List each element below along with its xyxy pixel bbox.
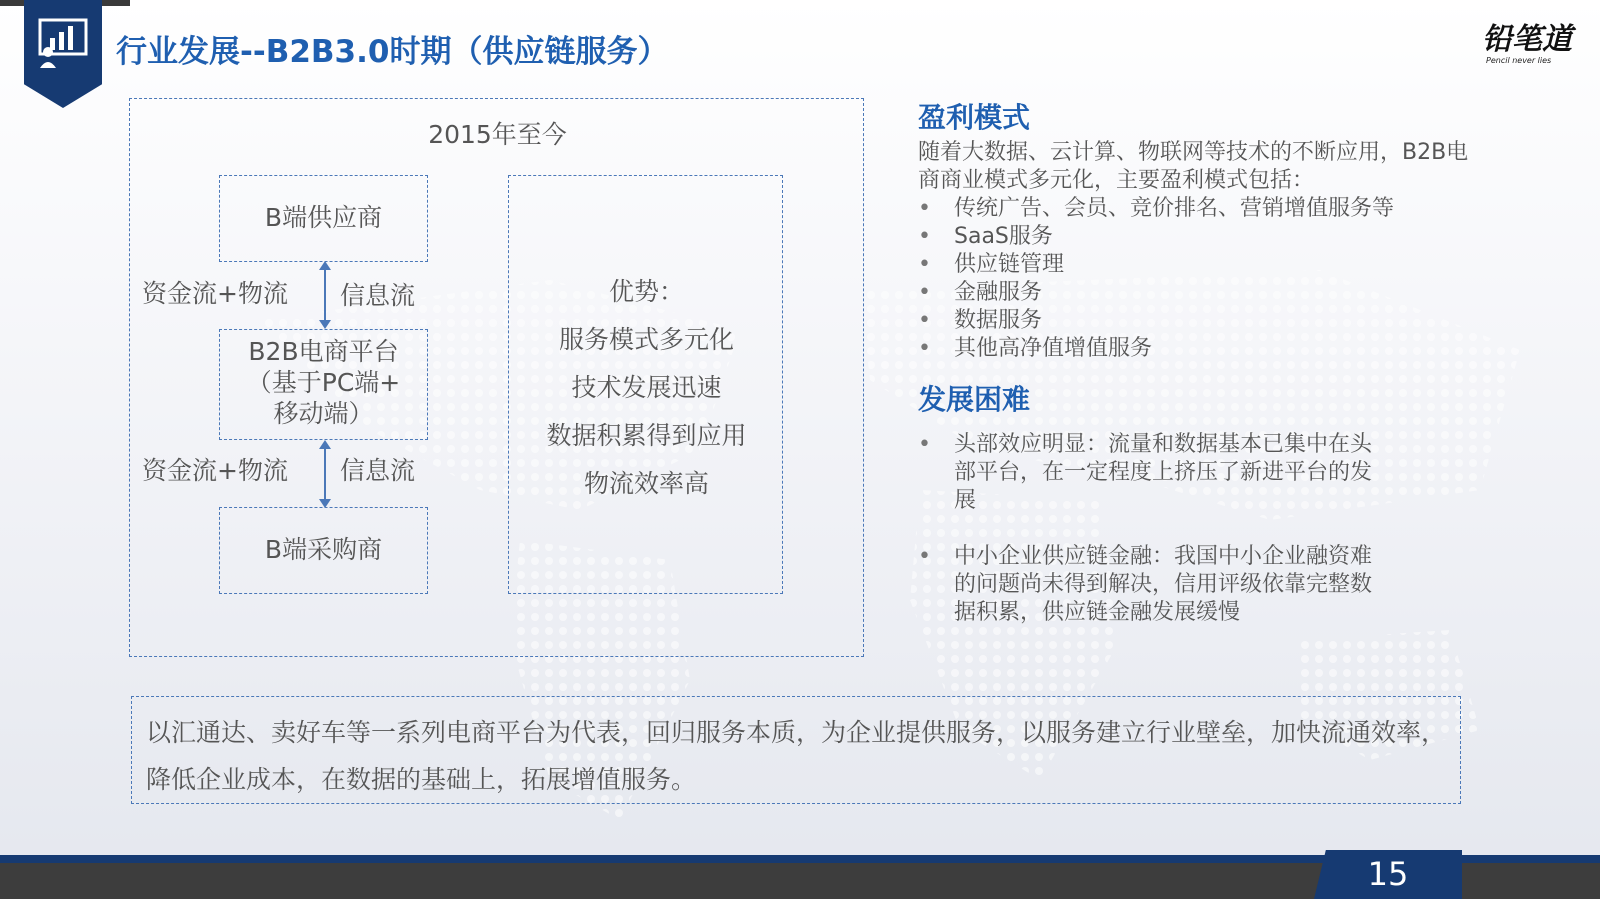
logo-wordmark: 铅笔道 bbox=[1482, 22, 1572, 57]
profit-model-heading: 盈利模式 bbox=[918, 101, 1031, 134]
presentation-chart-badge bbox=[24, 0, 102, 108]
buyer-box: B端采购商 bbox=[219, 507, 428, 594]
advantage-item: 技术发展迅速 bbox=[571, 373, 722, 402]
list-item: • 传统广告、会员、竞价排名、营销增值服务等 bbox=[918, 195, 1394, 223]
difficulty-list bbox=[918, 431, 1388, 655]
list-item: • 头部效应明显：流量和数据基本已集中在头部平台，在一定程度上挤压了新进平台的发展 bbox=[918, 431, 1388, 515]
profit-intro-line: 商商业模式多元化，主要盈利模式包括： bbox=[918, 168, 1315, 193]
advantage-item: 数据积累得到应用 bbox=[546, 421, 747, 450]
profit-intro bbox=[918, 139, 1468, 195]
b2b-structure-diagram bbox=[129, 98, 864, 657]
supplier-box: B端供应商 bbox=[219, 175, 428, 262]
list-item: • 其他高净值增值服务 bbox=[918, 335, 1394, 363]
development-difficulty-heading: 发展困难 bbox=[918, 383, 1031, 416]
advantages-box bbox=[508, 175, 783, 594]
presentation-chart-icon bbox=[36, 16, 90, 70]
pencil-road-logo bbox=[1482, 24, 1590, 66]
list-item: • SaaS服务 bbox=[918, 223, 1394, 251]
flow-information-label: 信息流 bbox=[340, 281, 416, 310]
advantages-heading: 优势： bbox=[608, 277, 684, 306]
profit-model-list bbox=[918, 195, 1394, 363]
list-item: • 数据服务 bbox=[918, 307, 1394, 335]
profit-intro-line: 随着大数据、云计算、物联网等技术的不断应用，B2B电 bbox=[918, 140, 1469, 165]
double-arrow-icon bbox=[324, 448, 326, 500]
platform-box bbox=[219, 329, 428, 440]
page-number: 15 bbox=[1367, 855, 1409, 893]
flow-funds-logistics-label: 资金流+物流 bbox=[142, 279, 288, 308]
advantage-item: 物流效率高 bbox=[583, 469, 709, 498]
list-item: • 中小企业供应链金融：我国中小企业融资难的问题尚未得到解决，信用评级依靠完整数据积累，供应链金融发展缓慢 bbox=[918, 543, 1388, 627]
slide-title: 行业发展--B2B3.0时期（供应链服务） bbox=[116, 34, 669, 70]
list-item: • 供应链管理 bbox=[918, 251, 1394, 279]
summary-box: 以汇通达、卖好车等一系列电商平台为代表，回归服务本质，为企业提供服务，以服务建立行业壁垒，加快流通效率，降低企业成本，在数据的基础上，拓展增值服务。 bbox=[131, 696, 1461, 804]
list-item: • 金融服务 bbox=[918, 279, 1394, 307]
platform-line: （基于PC端+ bbox=[246, 368, 401, 397]
flow-funds-logistics-label: 资金流+物流 bbox=[142, 456, 288, 485]
logo-tagline: Pencil never lies bbox=[1486, 56, 1552, 65]
advantage-item: 服务模式多元化 bbox=[558, 325, 734, 354]
platform-line: 移动端） bbox=[273, 399, 374, 428]
flow-information-label: 信息流 bbox=[340, 456, 416, 485]
double-arrow-icon bbox=[324, 269, 326, 321]
period-label: 2015年至今 bbox=[428, 120, 567, 149]
platform-line: B2B电商平台 bbox=[248, 337, 399, 366]
